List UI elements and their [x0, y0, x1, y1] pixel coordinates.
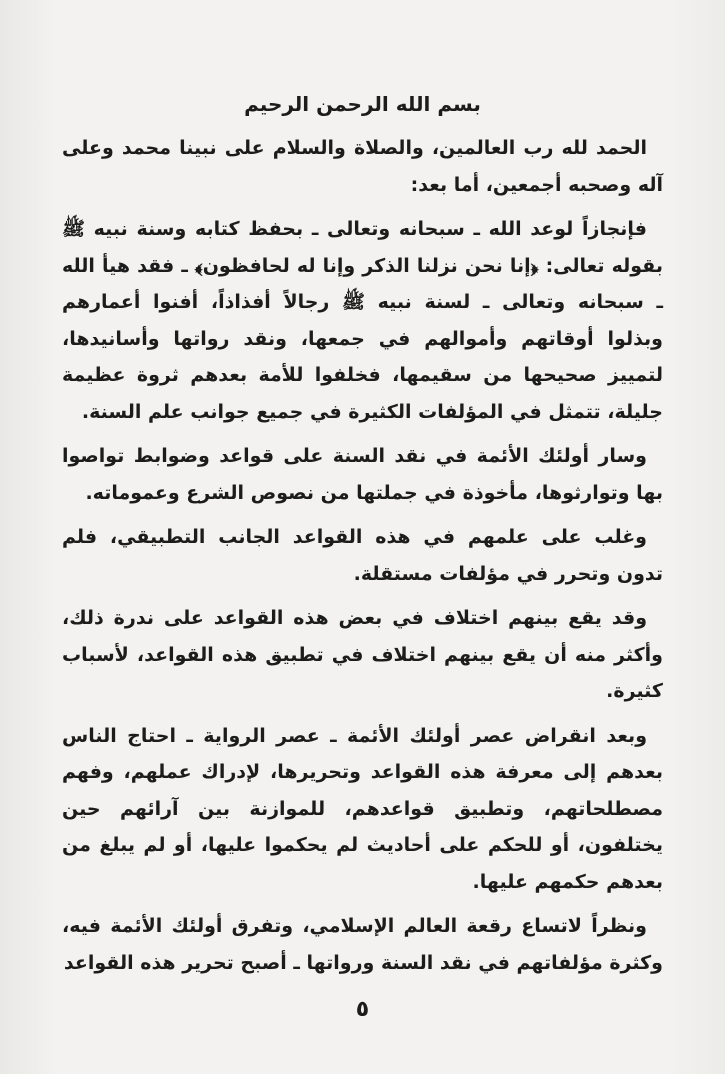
page-text [62, 86, 663, 989]
paragraph-4: وغلب على علمهم في هذه القواعد الجانب التطبيقي، فلم تدون وتحرر في مؤلفات مستقلة. [62, 526, 663, 585]
paragraph-5: وقد يقع بينهم اختلاف في بعض هذه القواعد على ندرة ذلك، وأكثر منه أن يقع بينهم اختلاف في تطبيق هذه القواعد، لأسباب كثيرة. [62, 607, 663, 702]
paragraph-3: وسار أولئك الأئمة في نقد السنة على قواعد وضوابط تواصوا بها وتوارثوها، مأخوذة في جملتها من نصوص الشرع وعموماته. [62, 445, 663, 504]
paragraph-6: وبعد انقراض عصر أولئك الأئمة ـ عصر الرواية ـ احتاج الناس بعدهم إلى معرفة هذه القواعد وتحريرها، لإدراك عملهم، وفهم مصطلحاتهم، وتطبيق قواعدهم، للموازنة بين آرائهم حين يختلفون، أو للحكم على أحاديث لم يحكموا عليها، أو لم يبلغ من بعدهم حكمهم عليها. [62, 724, 663, 893]
basmala-heading: بسم الله الرحمن الرحيم [244, 92, 481, 116]
paragraph-2: فإنجازاً لوعد الله ـ سبحانه وتعالى ـ بحفظ كتابه وسنة نبيه ﷺ بقوله تعالى: ﴿إنا نحن نزلنا الذكر وإنا له لحافظون﴾ ـ فقد هيأ الله ـ سبحانه وتعالى ـ لسنة نبيه ﷺ رجالاً أفذاذاً، أفنوا أعمارهم وبذلوا أوقاتهم وأموالهم في جمعها، ونقد رواتها وأسانيدها، لتمييز صحيحها من سقيمها، فخلفوا للأمة بعدهم ثروة عظيمة جليلة، تتمثل في المؤلفات الكثيرة في جميع جوانب علم السنة. [62, 218, 663, 423]
page-number: ٥ [355, 997, 370, 1022]
paragraph-1: الحمد لله رب العالمين، والصلاة والسلام على نبينا محمد وعلى آله وصحبه أجمعين، أما بعد: [62, 137, 663, 196]
paragraph-7: ونظراً لاتساع رقعة العالم الإسلامي، وتفرق أولئك الأئمة فيه، وكثرة مؤلفاتهم في نقد السنة ورواتها ـ أصبح تحرير هذه القواعد [62, 915, 663, 974]
